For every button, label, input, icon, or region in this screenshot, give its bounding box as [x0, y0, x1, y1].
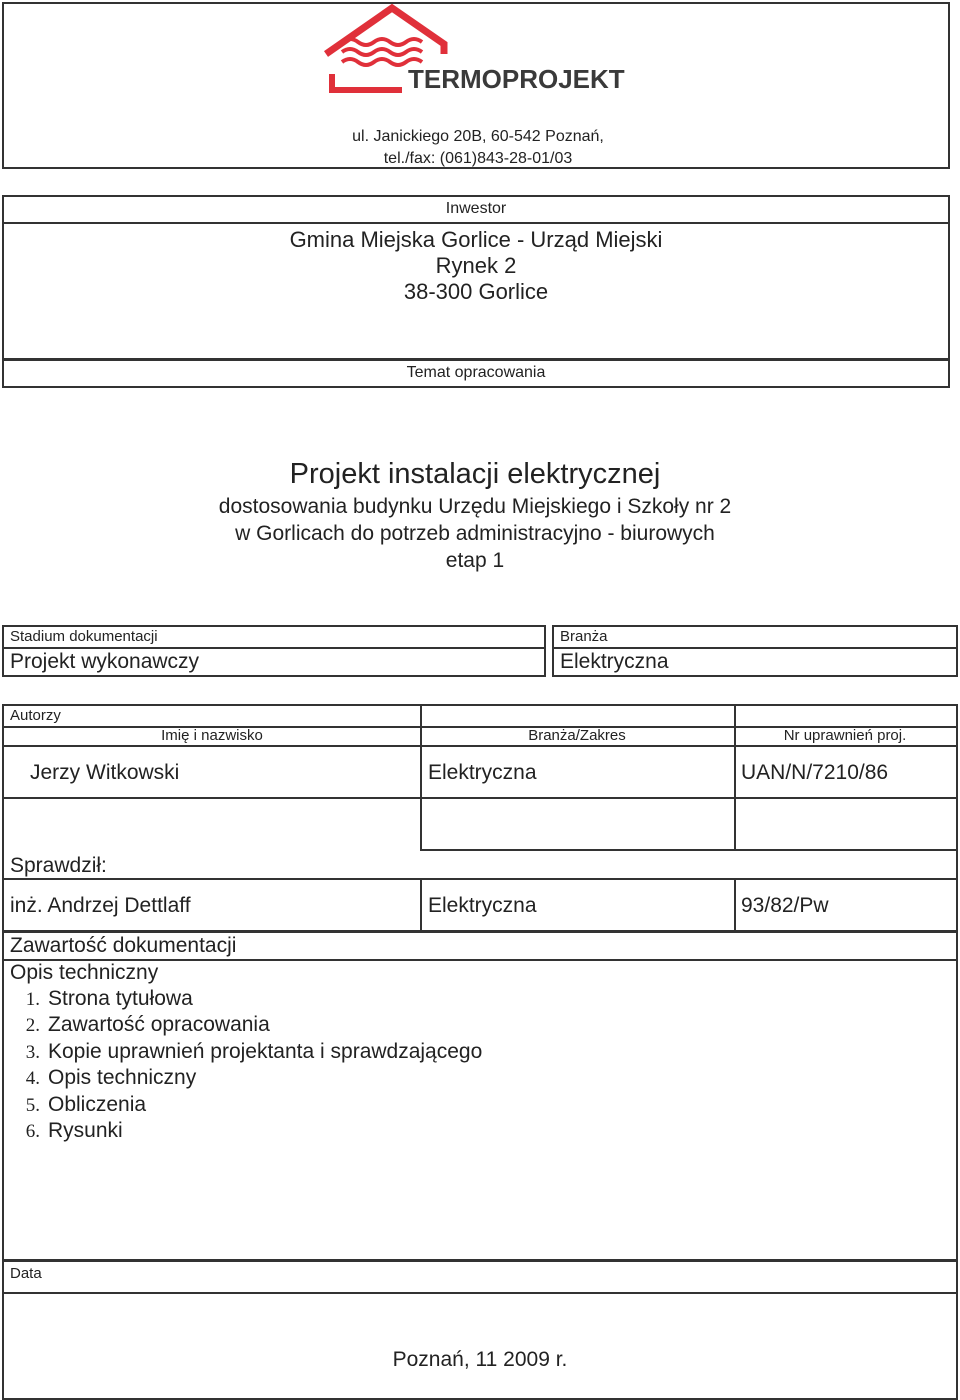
- checker-number: 93/82/Pw: [741, 894, 829, 917]
- divider: [420, 706, 422, 797]
- divider: [420, 797, 422, 849]
- divider: [4, 222, 948, 224]
- contents-label: Zawartość dokumentacji: [10, 934, 237, 957]
- company-phone: tel./fax: (061)843-28-01/03: [383, 150, 573, 167]
- list-item-number: 5.: [25, 1095, 40, 1116]
- checked-label: Sprawdził:: [10, 854, 107, 877]
- column-header-name: Imię i nazwisko: [161, 727, 263, 744]
- list-item: [6, 1093, 146, 1117]
- divider: [734, 797, 736, 849]
- list-item-number: 1.: [25, 989, 40, 1010]
- divider: [554, 647, 956, 649]
- branch-value: Elektryczna: [560, 650, 669, 673]
- date-label: Data: [10, 1265, 42, 1282]
- contents-box: [2, 931, 958, 1261]
- company-logo: [312, 4, 648, 96]
- date-box: [2, 1260, 958, 1400]
- company-address: ul. Janickiego 20B, 60-542 Poznań,: [352, 128, 604, 145]
- list-item-text: Zawartość opracowania: [48, 1013, 270, 1036]
- list-item-text: Rysunki: [48, 1119, 123, 1142]
- investor-label: Inwestor: [445, 200, 507, 217]
- logo-wordmark: TERMOPROJEKT: [408, 64, 625, 94]
- branch-label: Branża: [560, 628, 608, 645]
- date-value: Poznań, 11 2009 r.: [392, 1348, 568, 1371]
- list-item-number: 4.: [25, 1068, 40, 1089]
- topic-label-box: [2, 359, 950, 388]
- investor-city: 38-300 Gorlice: [403, 279, 549, 304]
- stage-box: [2, 625, 546, 677]
- list-item: [6, 987, 193, 1011]
- list-item-number: 6.: [25, 1121, 40, 1142]
- list-item-text: Kopie uprawnień projektanta i sprawdzającego: [48, 1040, 483, 1063]
- topic-label: Temat opracowania: [406, 364, 546, 381]
- divider: [4, 878, 956, 880]
- list-item: [6, 1013, 270, 1037]
- column-header-number: Nr uprawnień proj.: [783, 727, 907, 744]
- author-name: Jerzy Witkowski: [30, 761, 180, 784]
- authors-table: [2, 704, 958, 932]
- divider: [4, 647, 544, 649]
- topic-line-2: w Gorlicach do potrzeb administracyjno - biurowych: [235, 522, 715, 545]
- list-item-text: Obliczenia: [48, 1093, 147, 1116]
- investor-street: Rynek 2: [435, 253, 517, 278]
- author-number: UAN/N/7210/86: [741, 761, 889, 784]
- list-item-text: Strona tytułowa: [48, 987, 193, 1010]
- divider: [420, 849, 956, 851]
- stage-label: Stadium dokumentacji: [10, 628, 158, 645]
- branch-box: [552, 625, 958, 677]
- contents-subtitle: Opis techniczny: [10, 961, 159, 984]
- investor-name: Gmina Miejska Gorlice - Urząd Miejski: [289, 227, 663, 252]
- topic-title: Projekt instalacji elektrycznej: [289, 458, 661, 490]
- list-item-text: Opis techniczny: [48, 1066, 197, 1089]
- list-item-number: 2.: [25, 1015, 40, 1036]
- list-item: [6, 1119, 123, 1143]
- divider: [4, 745, 956, 747]
- header-box: [2, 2, 950, 169]
- checker-name: inż. Andrzej Dettlaff: [10, 894, 191, 917]
- divider: [734, 706, 736, 797]
- list-item-number: 3.: [25, 1042, 40, 1063]
- house-logo-icon: [312, 4, 648, 96]
- checker-branch: Elektryczna: [428, 894, 537, 917]
- topic-line-1: dostosowania budynku Urzędu Miejskiego i Szkoły nr 2: [218, 495, 732, 518]
- column-header-branch: Branża/Zakres: [528, 727, 626, 744]
- topic-line-3: etap 1: [445, 549, 505, 572]
- author-branch: Elektryczna: [428, 761, 537, 784]
- list-item: [6, 1040, 482, 1064]
- divider: [4, 1292, 956, 1294]
- investor-box: [2, 195, 950, 360]
- divider: [420, 878, 422, 930]
- divider: [4, 797, 956, 799]
- list-item: [6, 1066, 196, 1090]
- divider: [734, 878, 736, 930]
- stage-value: Projekt wykonawczy: [10, 650, 200, 673]
- authors-label: Autorzy: [10, 707, 61, 724]
